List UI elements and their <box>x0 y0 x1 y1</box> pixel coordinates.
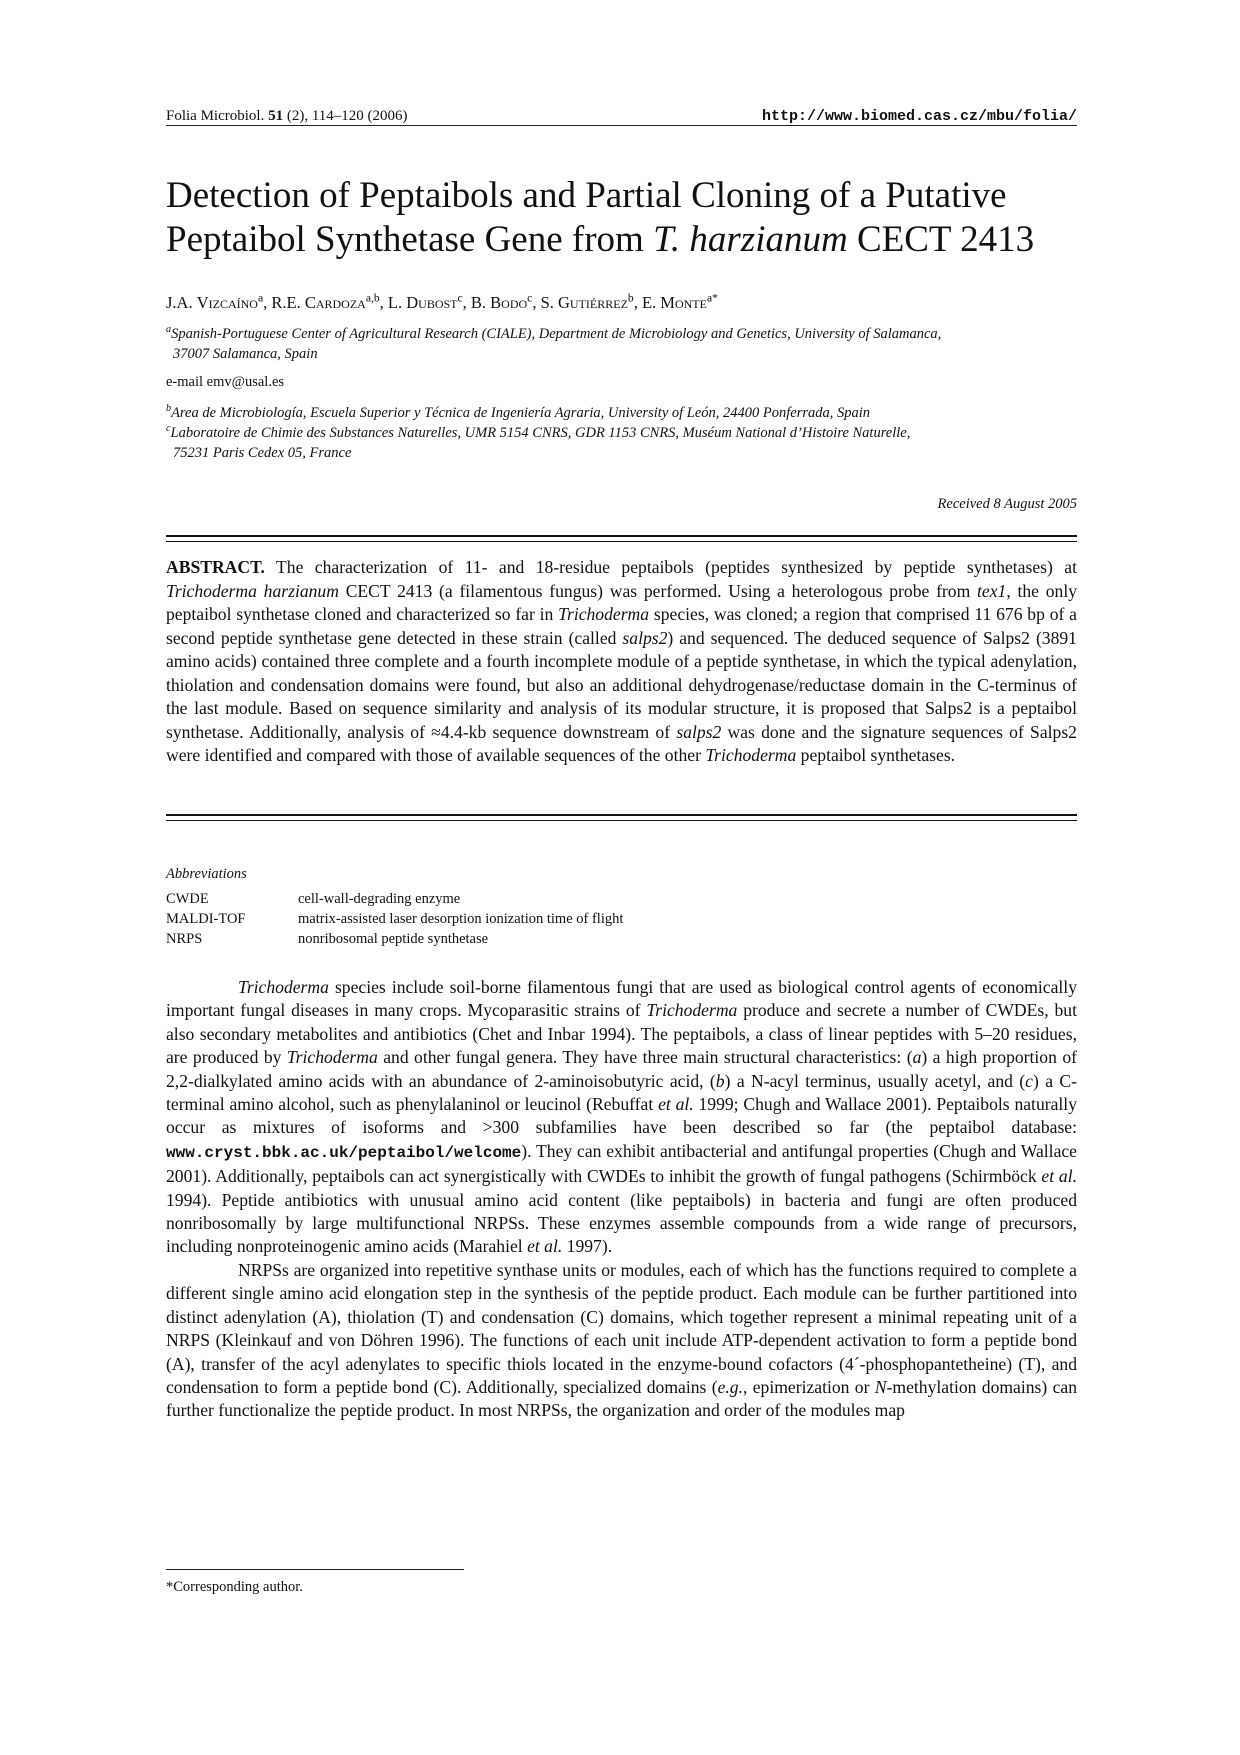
abbreviation-row: NRPS nonribosomal peptide synthetase <box>166 931 489 947</box>
paragraph-1: Trichoderma species include soil-borne filamentous fungi that are used as biological control agents of economically important fungal diseases in many crops. Mycoparasitic strains of Trichoderma produce and secrete a number of CWDEs, but also secondary metabolites and antibiotics (Chet and Inbar 1994). The peptaibols, a class of linear peptides with 5–20 residues, are produced by Trichoderma and other fungal genera. They have three main structural characteristics: (a) a high proportion of 2,2-dialkylated amino acids with an abundance of 2-aminoisobutyric acid, (b) a N-acyl terminus, usually acetyl, and (c) a C-terminal amino alcohol, such as phenylalaninol or leucinol (Rebuffat et al. 1999; Chugh and Wallace 2001). Peptaibols naturally occur as mixtures of isoforms and >300 subfamilies have been described so far (the peptaibol database: www.cryst.bbk.ac.uk/peptaibol/welcome). They can exhibit antibacterial and antifungal properties (Chugh and Wallace 2001). Additionally, peptaibols can act synergistically with CWDEs to inhibit the growth of fungal pathogens (Schirmböck et al. 1994). Peptide antibiotics with unusual amino acid content (like peptaibols) in bacteria and fungi are often produced nonribosomally by large multifunctional NRPSs. These enzymes assemble compounds from a wide range of precursors, including nonproteinogenic amino acids (Marahiel et al. 1997). <box>166 977 1077 1257</box>
abbreviations-title: Abbreviations <box>166 866 247 882</box>
abstract-top-rule <box>166 535 1077 542</box>
abbreviation-row: MALDI-TOF matrix-assisted laser desorption ionization time of flight <box>166 911 624 927</box>
header-rule <box>166 125 1077 126</box>
author-list <box>166 293 718 313</box>
author: R.E. Cardoza$^{a,b}$, <box>271 292 388 312</box>
running-head <box>166 102 1077 126</box>
journal-citation: Folia Microbiol. 51 (2), 114–120 (2006) <box>166 108 408 124</box>
author: E. Monte$^{a*}$ <box>641 292 718 312</box>
contact-email[interactable]: e-mail emv@usal.es <box>166 374 285 390</box>
journal-url-link[interactable]: http://www.biomed.cas.cz/mbu/folia/ <box>761 108 1077 125</box>
author: J.A. Vizcaíno$^a$, <box>166 292 272 312</box>
affiliation-b: $^b$Area de Microbiología, Escuela Superior y Técnica de Ingeniería Agraria, University of León, 24400 Ponferrada, Spain <box>166 403 871 421</box>
abstract-bottom-rule <box>166 814 1077 821</box>
footnote: *Corresponding author. <box>166 1579 303 1595</box>
author: L. Dubost$^c$, <box>387 292 471 312</box>
author: S. Gutiérrez$^b$, <box>540 292 642 312</box>
body-text <box>166 976 1077 1423</box>
abstract-label: ABSTRACT. <box>166 557 265 577</box>
received-date: Received 8 August 2005 <box>937 496 1077 512</box>
abbreviations-table <box>166 889 623 949</box>
peptaibol-database-link[interactable]: www.cryst.bbk.ac.uk/peptaibol/welcome <box>166 1143 522 1162</box>
volume-number: 51 <box>268 108 284 124</box>
author: B. Bodo$^c$, <box>470 292 541 312</box>
paragraph-2: NRPSs are organized into repetitive synthase units or modules, each of which has the functions required to complete a different single amino acid elongation step in the synthesis of the peptide product. Each module can be further partitioned into distinct adenylation (A), thiolation (T) and condensation (C) domains, which together represent a minimal repeating unit of a NRPS (Kleinkauf and von Döhren 1996). The functions of each unit include ATP-dependent activation to form a peptide bond (A), transfer of the acyl adenylates to specific thiols located in the enzyme-bound cofactors (4´-phosphopantetheine) (T), and condensation to form a peptide bond (C). Additionally, specialized domains (e.g., epimerization or N-methylation domains) can further functionalize the peptide product. In most NRPSs, the organization and order of the modules map <box>166 1259 1077 1421</box>
abbreviation-row: CWDE cell-wall-degrading enzyme <box>166 891 461 907</box>
abstract: ABSTRACT. The characterization of 11- and 18-residue peptaibols (peptides synthesized by peptide synthetases) at Trichoderma harzianum CECT 2413 (a filamentous fungus) was performed. Using a heterologous probe from tex1, the only peptaibol synthetase cloned and characterized so far in Trichoderma species, was cloned; a region that comprised 11 676 bp of a second peptide synthetase gene detected in these strain (called salps2) and sequenced. The deduced sequence of Salps2 (3891 amino acids) contained three complete and a fourth incomplete module of a peptide synthetase, in which the typical adenylation, thiolation and condensation domains were found, but also an additional dehydrogenase/reductase domain in the C-terminus of the last module. Based on sequence similarity and analysis of its modular structure, it is proposed that Salps2 is a peptaibol synthetase. Additionally, analysis of ≈4.4-kb sequence downstream of salps2 was done and the signature sequences of Salps2 were identified and compared with those of available sequences of the other Trichoderma peptaibol synthetases. <box>166 557 1078 765</box>
footnote-rule <box>166 1569 464 1570</box>
affiliation-a: $^a$Spanish-Portuguese Center of Agricultural Research (CIALE), Department de Microbiology and Genetics, University of Salamanca, 37007 Salamanca, Spain <box>166 324 942 362</box>
article-title: Detection of Peptaibols and Partial Cloning of a Putative Peptaibol Synthetase Gene from T. harzianum CECT 2413 <box>166 175 1035 260</box>
affiliation-c: $^c$Laboratoire de Chimie des Substances Naturelles, UMR 5154 CNRS, GDR 1153 CNRS, Muséum National d’Histoire Naturelle, 75231 Paris Cedex 05, France <box>166 423 911 461</box>
